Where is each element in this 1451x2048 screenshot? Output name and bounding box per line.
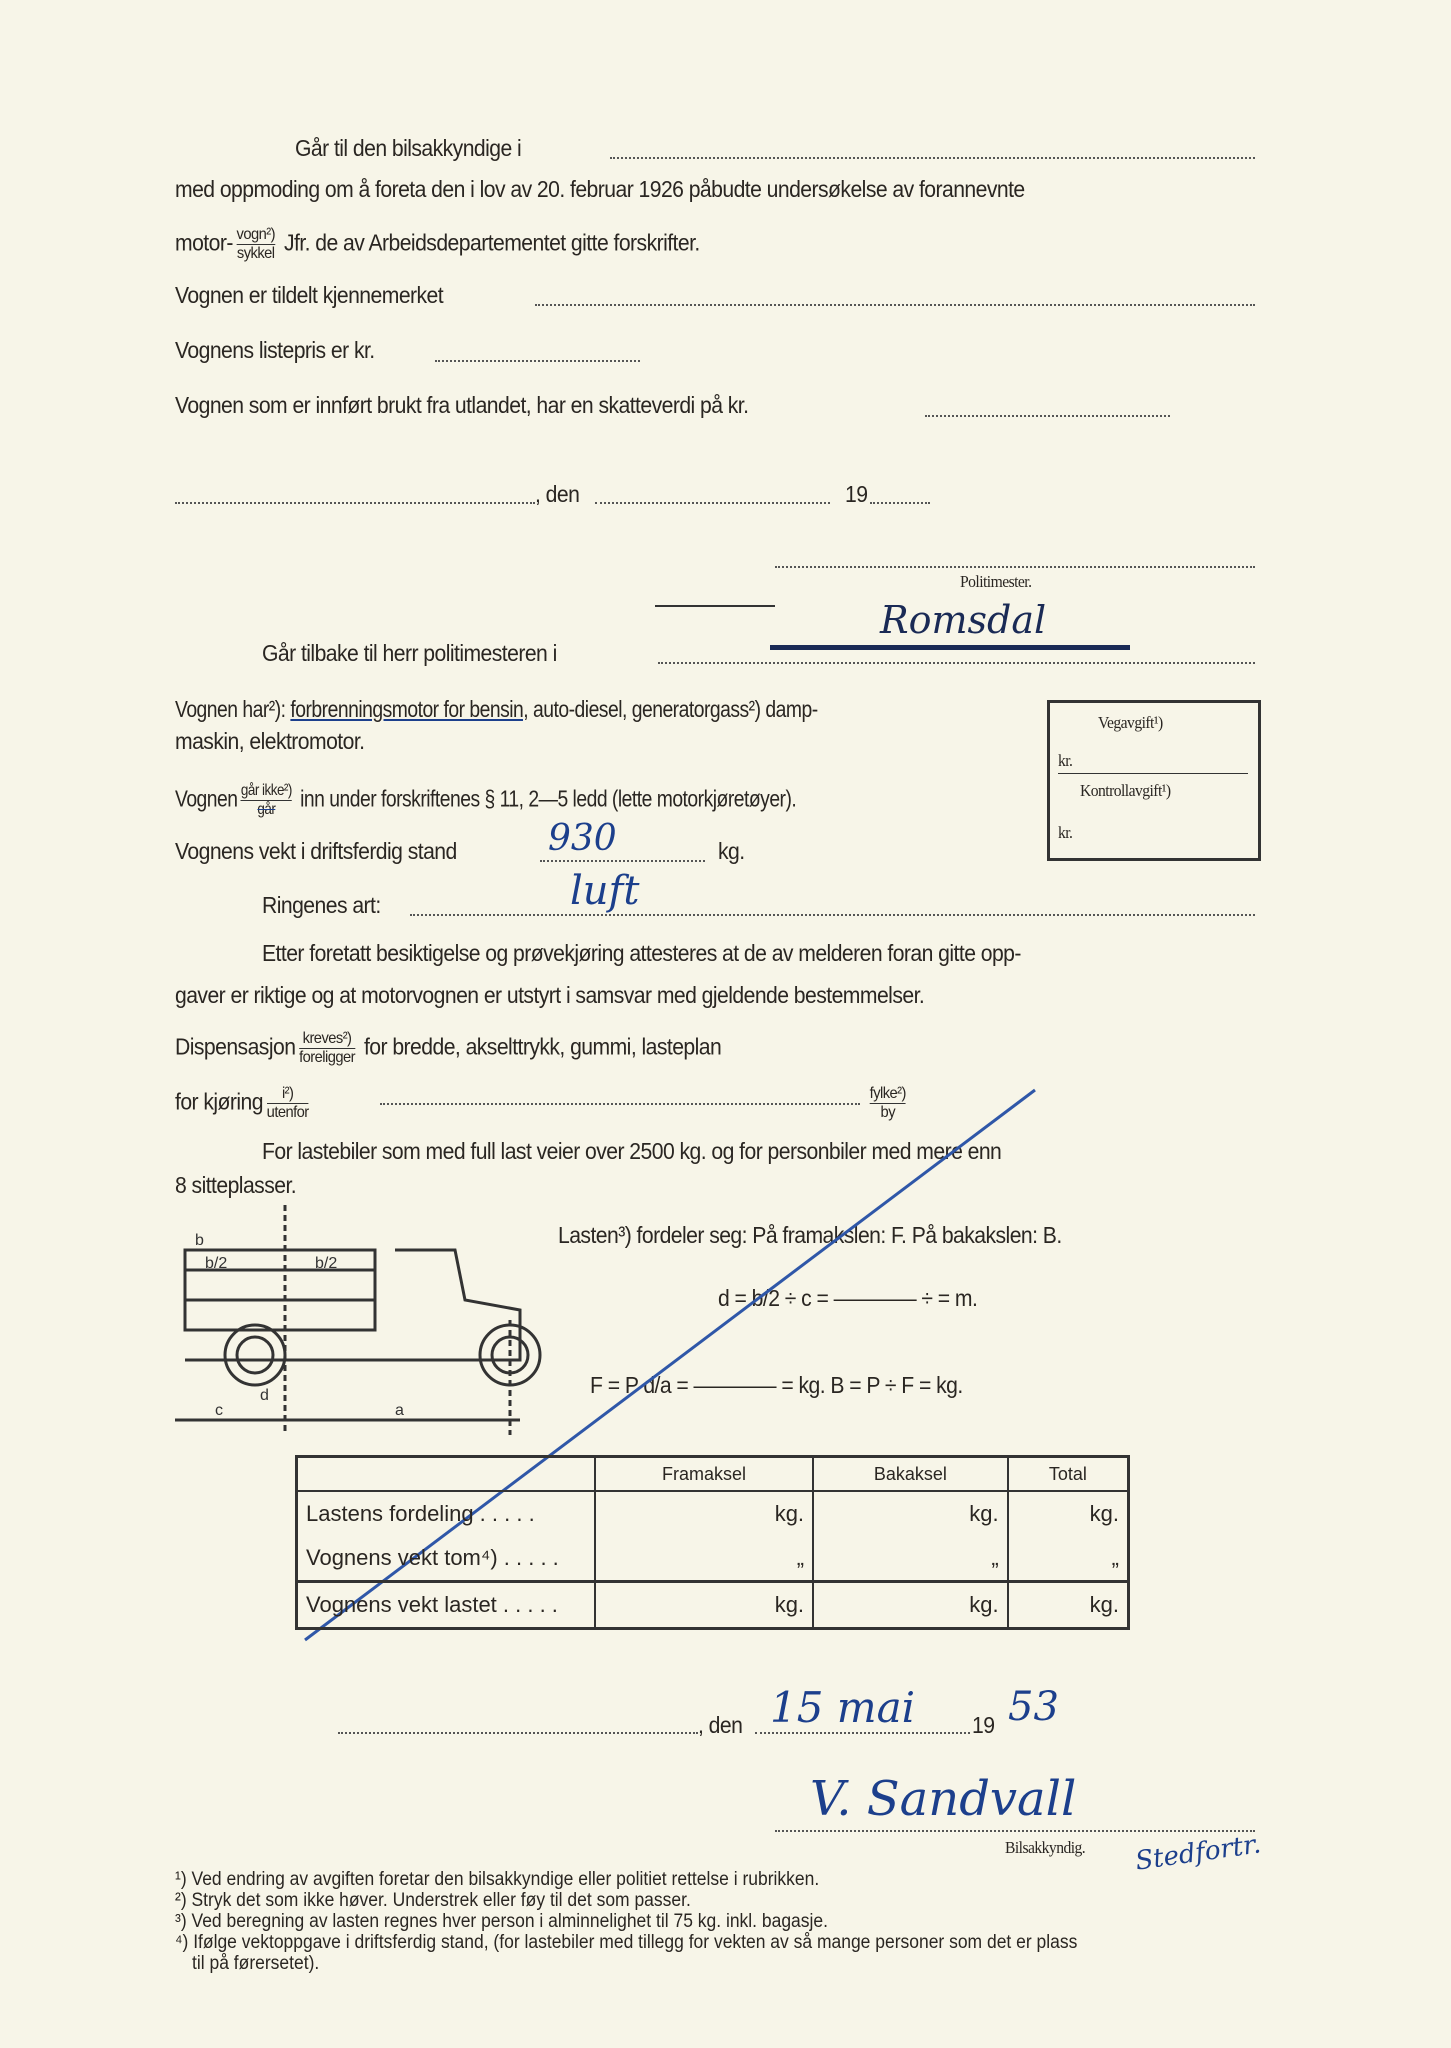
row-label: Vognens vekt lastet . . . . . bbox=[297, 1582, 596, 1629]
sign-date-value: 15 mai bbox=[770, 1683, 916, 1732]
tyres-value: luft bbox=[570, 868, 640, 914]
cell[interactable]: kg. bbox=[813, 1582, 1008, 1629]
label-b2-b: b/2 bbox=[315, 1255, 338, 1272]
motor-prefix: motor- bbox=[175, 229, 233, 256]
label-a: a bbox=[395, 1402, 404, 1419]
strikethrough bbox=[770, 645, 1130, 650]
vegavgift-label: Vegavgift¹) bbox=[1098, 713, 1163, 732]
header-bakaksel: Bakaksel bbox=[813, 1457, 1008, 1492]
bilsakkyndig-label: Bilsakkyndig. bbox=[1005, 1838, 1086, 1857]
sign-den-label: , den bbox=[698, 1712, 743, 1738]
divider bbox=[655, 605, 775, 607]
label-d: d bbox=[260, 1387, 269, 1404]
label-c: c bbox=[215, 1402, 223, 1419]
attest-line-1: Etter foretatt besiktigelse og prøvekjøring attesteres at de av melderen foran gitte opp- bbox=[262, 940, 1021, 966]
table-row bbox=[297, 1582, 1129, 1629]
attest-line-2: gaver er riktige og at motorvognen er utstyrt i samsvar med gjeldende bestemmelser. bbox=[175, 982, 925, 1008]
field-politimester-signature[interactable] bbox=[775, 566, 1255, 568]
trucks-line-1: For lastebiler som med full last veier over 2500 kg. og for personbiler med mere enn bbox=[262, 1138, 1002, 1164]
header-blank bbox=[297, 1457, 596, 1492]
field-kjennemerket[interactable] bbox=[535, 304, 1255, 306]
line-motor bbox=[175, 226, 700, 263]
line-kjennemerket: Vognen er tildelt kjennemerket bbox=[175, 282, 444, 308]
motor-rest: Jfr. de av Arbeidsdepartementet gitte forskrifter. bbox=[283, 229, 700, 256]
row-label: Lastens fordeling . . . . . bbox=[306, 1501, 535, 1526]
kontrollavgift-label: Kontrollavgift¹) bbox=[1080, 781, 1171, 800]
table-row bbox=[297, 1491, 1129, 1536]
fraction-vogn-sykkel bbox=[237, 226, 275, 263]
weight-value: 930 bbox=[548, 818, 617, 859]
sign-19-label: 19 bbox=[972, 1712, 995, 1738]
drive-prefix: for kjøring bbox=[175, 1088, 264, 1115]
cell[interactable]: „ bbox=[813, 1536, 1008, 1582]
date-19-label: 19 bbox=[845, 481, 868, 507]
disp-prefix: Dispensasjon bbox=[175, 1033, 296, 1060]
cell[interactable]: kg. bbox=[595, 1491, 813, 1536]
sign-year-value: 53 bbox=[1008, 1684, 1059, 1730]
frac-top: fylke²) bbox=[869, 1085, 906, 1102]
load-table bbox=[295, 1455, 1130, 1630]
frac-bottom: by bbox=[880, 1104, 896, 1121]
field-date[interactable] bbox=[595, 502, 830, 504]
header-total: Total bbox=[1008, 1457, 1129, 1492]
frac-top: i²) bbox=[267, 1085, 309, 1104]
field-listepris[interactable] bbox=[435, 360, 640, 362]
cell[interactable]: kg. bbox=[813, 1491, 1008, 1536]
signature: V. Sandvall bbox=[810, 1771, 1077, 1827]
label-b: b bbox=[195, 1232, 204, 1249]
frac-bottom: sykkel bbox=[236, 245, 275, 262]
line-return: Går tilbake til herr politimesteren i bbox=[262, 640, 557, 666]
field-skatteverdi[interactable] bbox=[925, 415, 1170, 417]
engine-prefix: Vognen har²): bbox=[175, 696, 291, 722]
line-bilsakkyndig: Går til den bilsakkyndige i bbox=[295, 135, 522, 161]
header-framaksel: Framaksel bbox=[595, 1457, 813, 1492]
cell[interactable]: kg. bbox=[595, 1582, 813, 1629]
engine-rest: auto-diesel, generatorgass²) damp- bbox=[528, 696, 818, 722]
fraction-gaar bbox=[241, 782, 292, 819]
footnote-4-cont: til på førersetet). bbox=[192, 1953, 320, 1974]
line-engine bbox=[175, 696, 818, 723]
field-bilsakkyndig[interactable] bbox=[610, 157, 1255, 159]
line-oppmoding: med oppmoding om å foreta den i lov av 20. februar 1926 påbudte undersøkelse av forannevnte bbox=[175, 176, 1025, 202]
formula-d: d = b/2 ÷ c = ———— ÷ = m. bbox=[718, 1285, 978, 1311]
frac-top: vogn²) bbox=[236, 226, 275, 243]
field-politimesteren[interactable] bbox=[658, 662, 1255, 664]
vegavgift-field[interactable] bbox=[1058, 773, 1248, 774]
cell[interactable]: kg. bbox=[1008, 1582, 1129, 1629]
line-light-vehicle bbox=[175, 782, 796, 819]
weight-label: Vognens vekt i driftsferdig stand bbox=[175, 838, 457, 864]
line-listepris: Vognens listepris er kr. bbox=[175, 337, 375, 363]
footnote-3: ³) Ved beregning av lasten regnes hver person i alminnelighet til 75 kg. inkl. bagasje. bbox=[175, 1911, 828, 1932]
line-dispensation bbox=[175, 1030, 721, 1067]
cell[interactable]: „ bbox=[1008, 1536, 1129, 1582]
table-row bbox=[297, 1536, 1129, 1582]
field-sign-place[interactable] bbox=[338, 1732, 698, 1734]
frac-bottom: utenfor bbox=[266, 1104, 309, 1121]
field-sign-date[interactable] bbox=[755, 1732, 970, 1734]
signature-place: Stedfortr. bbox=[1133, 1829, 1263, 1877]
frac-bottom: foreligger bbox=[299, 1049, 355, 1066]
row-label: Vognens vekt tom⁴) . . . . . bbox=[306, 1545, 559, 1570]
field-place[interactable] bbox=[175, 502, 535, 504]
frac-top: kreves²) bbox=[299, 1030, 355, 1049]
politimester-label: Politimester. bbox=[960, 572, 1032, 591]
cell[interactable]: „ bbox=[595, 1536, 813, 1582]
cell[interactable]: kg. bbox=[1008, 1491, 1129, 1536]
tyres-field[interactable] bbox=[410, 914, 1255, 916]
weight-field[interactable] bbox=[540, 860, 705, 862]
kr-label-2: kr. bbox=[1058, 823, 1073, 842]
label-b2-a: b/2 bbox=[205, 1255, 228, 1272]
footnote-1: ¹) Ved endring av avgiften foretar den bilsakkyndige eller politiet rettelse i rubrikken. bbox=[175, 1869, 820, 1890]
formula-f: F = P d/a = ———— = kg. B = P ÷ F = kg. bbox=[590, 1372, 963, 1398]
weight-unit: kg. bbox=[718, 838, 745, 864]
front-wheel bbox=[225, 1325, 285, 1385]
line-skatteverdi: Vognen som er innført brukt fra utlandet, har en skatteverdi på kr. bbox=[175, 392, 749, 418]
fraction-kreves bbox=[299, 1030, 355, 1067]
line-engine-2: maskin, elektromotor. bbox=[175, 728, 365, 754]
light-rest: inn under forskriftenes § 11, 2—5 ledd (lette motorkjøretøyer). bbox=[300, 785, 797, 812]
line-driving bbox=[175, 1085, 312, 1122]
handwritten-romsdal: Romsdal bbox=[880, 598, 1047, 642]
date-den-label: , den bbox=[535, 481, 580, 507]
field-year[interactable] bbox=[870, 502, 930, 504]
fee-box bbox=[1047, 700, 1261, 861]
load-line: Lasten³) fordeler seg: På framakslen: F. På bakakslen: B. bbox=[558, 1222, 1062, 1248]
light-prefix: Vognen bbox=[175, 785, 238, 812]
footnote-2: ²) Stryk det som ikke høver. Understrek eller føy til det som passer. bbox=[175, 1890, 691, 1911]
footnote-4: ⁴) Ifølge vektoppgave i driftsferdig stand, (for lastebiler med tillegg for vekten av så mange personer som det er plass bbox=[175, 1932, 1078, 1953]
tyres-label: Ringenes art: bbox=[262, 892, 381, 918]
trucks-line-2: 8 sitteplasser. bbox=[175, 1172, 297, 1198]
disp-rest: for bredde, akselttrykk, gummi, lasteplan bbox=[363, 1033, 722, 1060]
kr-label-1: kr. bbox=[1058, 751, 1073, 770]
engine-selected: forbrenningsmotor for bensin, bbox=[290, 696, 529, 722]
frac-bottom: går bbox=[257, 801, 276, 818]
frac-top: går ikke²) bbox=[240, 782, 292, 799]
field-bilsakkyndig-signature[interactable] bbox=[775, 1830, 1255, 1832]
